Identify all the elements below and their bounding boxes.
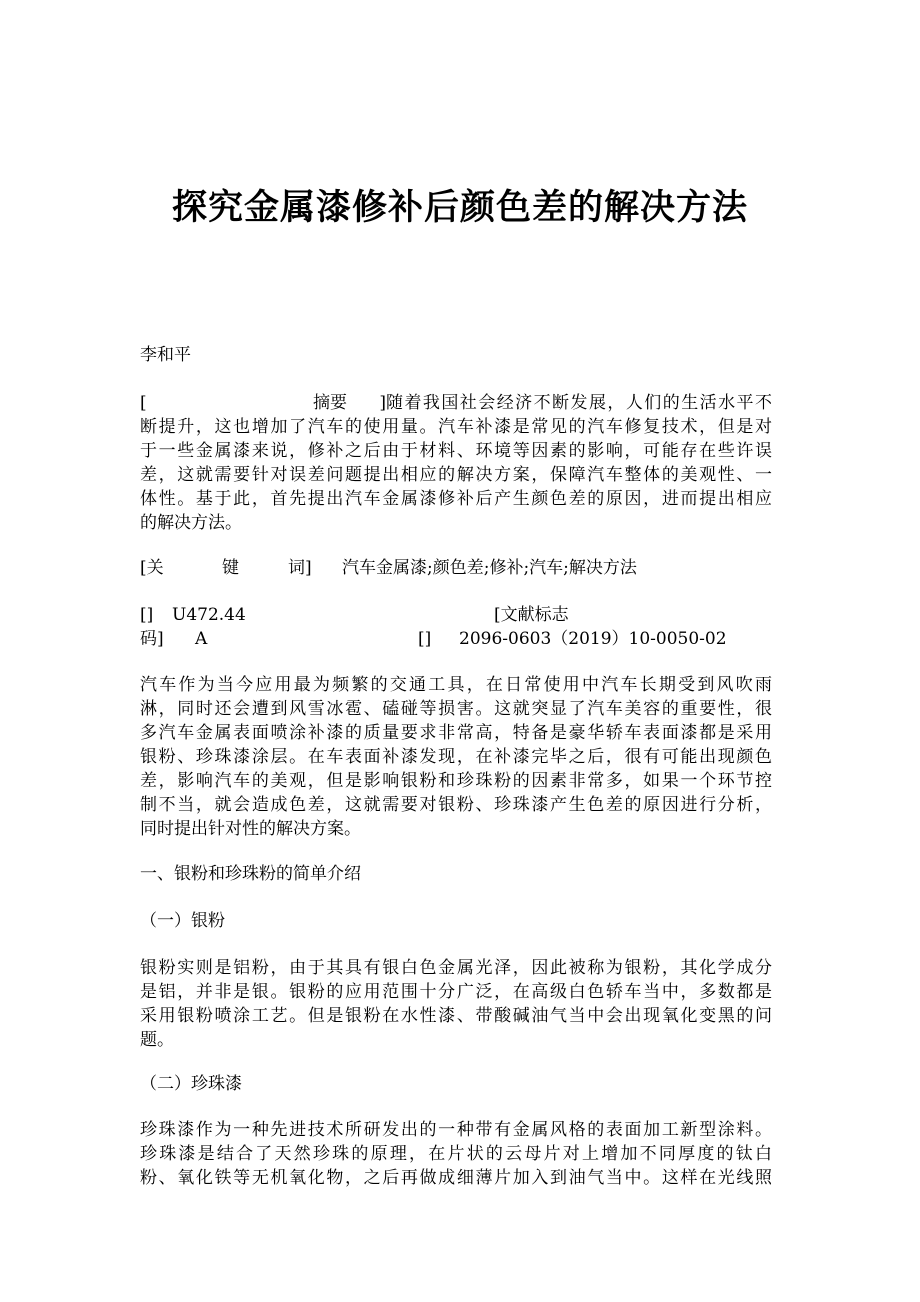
abstract-line: 差，这就需要针对误差问题提出相应的解决方案，保障汽车整体的美观性、一 bbox=[140, 465, 772, 485]
paragraph-line: 银粉实则是铝粉，由于其具有银白色金属光泽，因此被称为银粉，其化学成分 bbox=[140, 958, 772, 978]
abstract-label-close: 要] bbox=[330, 393, 386, 413]
paragraph-line: 同时提出针对性的解决方案。 bbox=[140, 819, 361, 839]
abstract-line bbox=[140, 391, 772, 415]
article-number: 2096-0603（2019）10-0050-02 bbox=[459, 629, 727, 649]
keywords-text: 汽车金属漆;颜色差;修补;汽车;解决方法 bbox=[342, 558, 637, 578]
subsection-1-heading: （一）银粉 bbox=[140, 911, 225, 931]
paragraph-line: 采用银粉喷涂工艺。但是银粉在水性漆、带酸碱油气当中会出现氧化变黑的问 bbox=[140, 1006, 772, 1026]
paragraph-line: 差，影响汽车的美观，但是影响银粉和珍珠粉的因素非常多，如果一个环节控 bbox=[140, 771, 772, 791]
abstract-line-text: 随着我国社会经济不断发展，人们的生活水平不 bbox=[386, 393, 772, 413]
abstract bbox=[140, 391, 772, 535]
paragraph-line: 制不当，就会造成色差，这就需要对银粉、珍珠漆产生色差的原因进行分析， bbox=[140, 795, 772, 815]
intro-paragraph bbox=[140, 673, 772, 841]
classification bbox=[140, 603, 772, 651]
doc-code: A bbox=[195, 629, 208, 649]
author-name: 李和平 bbox=[140, 345, 191, 365]
paragraph-line: 淋，同时还会遭到风雪冰雹、磕碰等损害。这就突显了汽车美容的重要性，很 bbox=[140, 699, 772, 719]
keywords-line bbox=[140, 556, 772, 580]
page-title: 探究金属漆修补后颜色差的解决方法 bbox=[171, 188, 748, 228]
silver-powder-paragraph bbox=[140, 956, 772, 1052]
section-heading bbox=[140, 862, 772, 886]
keywords-label-3: 词] bbox=[288, 558, 312, 578]
paragraph-line: 珍珠漆作为一种先进技术所研发出的一种带有金属风格的表面加工新型涂料。 bbox=[140, 1120, 772, 1140]
keywords-label-1: [关 bbox=[140, 558, 164, 578]
article-label: [] bbox=[418, 629, 432, 649]
subsection-2-heading: （二）珍珠漆 bbox=[140, 1074, 242, 1094]
abstract-line: 断提升，这也增加了汽车的使用量。汽车补漆是常见的汽车修复技术，但是对 bbox=[140, 417, 772, 437]
paragraph-line: 题。 bbox=[140, 1030, 174, 1050]
keywords-label-2: 键 bbox=[222, 558, 239, 578]
pearl-paint-paragraph bbox=[140, 1118, 772, 1190]
abstract-label-open: [摘 bbox=[140, 393, 330, 413]
paragraph-line: 是铝，并非是银。银粉的应用范围十分广泛，在高级白色轿车当中，多数都是 bbox=[140, 982, 772, 1002]
author bbox=[140, 343, 772, 367]
paragraph-line: 银粉、珍珠漆涂层。在车表面补漆发现，在补漆完毕之后，很有可能出现颜色 bbox=[140, 747, 772, 767]
paragraph-line: 汽车作为当今应用最为频繁的交通工具，在日常使用中汽车长期受到风吹雨 bbox=[140, 675, 772, 695]
classification-line-2 bbox=[140, 627, 772, 651]
abstract-line: 于一些金属漆来说，修补之后由于材料、环境等因素的影响，可能存在些许误 bbox=[140, 441, 772, 461]
paragraph-line: 珍珠漆是结合了天然珍珠的原理，在片状的云母片对上增加不同厚度的钛白 bbox=[140, 1144, 772, 1164]
clc-code: U472.44 bbox=[172, 605, 246, 625]
classification-line-1 bbox=[140, 603, 772, 627]
abstract-line: 体性。基于此，首先提出汽车金属漆修补后产生颜色差的原因，进而提出相应 bbox=[140, 489, 772, 509]
paragraph-line: 多汽车金属表面喷涂补漆的质量要求非常高，特备是豪华轿车表面漆都是采用 bbox=[140, 723, 772, 743]
keywords bbox=[140, 556, 772, 580]
section-1-heading: 一、银粉和珍珠粉的简单介绍 bbox=[140, 864, 361, 884]
subsection-heading bbox=[140, 909, 772, 933]
subsection-heading bbox=[140, 1072, 772, 1096]
doc-label-b: 码] bbox=[140, 629, 164, 649]
paragraph-line: 粉、氧化铁等无机氧化物，之后再做成细薄片加入到油气当中。这样在光线照 bbox=[140, 1168, 772, 1188]
clc-label: [] bbox=[140, 605, 154, 625]
abstract-line: 的解决方法。 bbox=[140, 513, 242, 533]
doc-label-a: [文献标志 bbox=[494, 605, 569, 625]
